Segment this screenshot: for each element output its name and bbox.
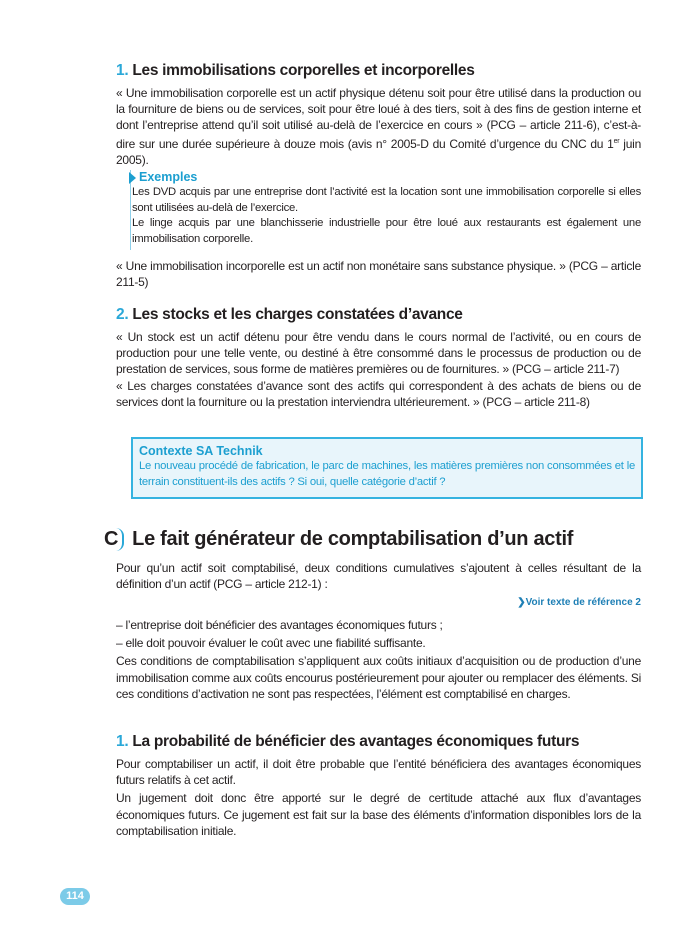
paragraph: Ces conditions de comptabilisation s’appliquent aux coûts initiaux d’acquisition ou de production d’une immobilisation comme aux coûts encourus postérieurement pour ajouter ou remplacer des éléments. Si ces conditions d’activation ne sont pas respectées, l’élément est comptabilisé en charges. (116, 654, 641, 701)
section-stocks (116, 306, 641, 410)
text: « Une immobilisation corporelle est un actif physique détenu soit pour être utilisé dans la production ou la fourniture de biens ou de services, soit pour être loué à des tiers, soit à des fins de gestion interne et dont l’entreprise attend qu’il soit utilisé au-delà de l’exercice en cours » (PCG – article 211-6), c’est-à-dire sur une durée supérieure à douze mois (avis n° 2005-D du Comité d’urgence du CNC du 1 (116, 86, 641, 151)
paragraph: Un jugement doit donc être apporté sur le degré de certitude attaché aux flux d’avantages économiques futurs. Ce jugement est fait sur la base des éléments d’information disponibles lors de la comptabilisation initiale. (116, 791, 641, 838)
context-text: Le nouveau procédé de fabrication, le parc de machines, les matières premières non consommées et le terrain constituent-ils des actifs ? Si oui, quelle catégorie d’actif ? (139, 460, 635, 488)
examples-block (132, 170, 641, 248)
paragraph: « Les charges constatées d’avance sont des actifs qui correspondent à des achats de biens ou de services dont la fourniture ou la prestation interviendra ultérieurement. » (PCG – article 211-8) (116, 378, 641, 409)
context-box (131, 437, 643, 499)
heading-number: 1. (116, 62, 129, 79)
examples-title: Exemples (139, 170, 198, 184)
paragraph: Pour qu’un actif soit comptabilisé, deux conditions cumulatives s’ajoutent à celles résultant de la définition d’un actif (PCG – article 212-1) : (116, 561, 641, 592)
list-item: – l’entreprise doit bénéficier des avantages économiques futurs ; (116, 618, 443, 632)
paragraph: « Une immobilisation incorporelle est un actif non monétaire sans substance physique. » (PCG – article 211-5) (116, 259, 641, 290)
context-title: Contexte SA Technik (139, 444, 263, 458)
heading-text: Les immobilisations corporelles et incorporelles (132, 62, 475, 79)
paragraph (116, 85, 641, 168)
heading-text: Les stocks et les charges constatées d’avance (132, 306, 463, 323)
paragraph: « Un stock est un actif détenu pour être vendu dans le cours normal de l’activité, ou en cours de production pour une telle vente, ou destiné à être consommé dans le processus de production ou de prestation de services, sous forme de matières premières ou de fournitures. » (PCG – article 211-7) (116, 330, 641, 377)
triangle-icon (129, 172, 136, 184)
reference-link[interactable]: ❯Voir texte de référence 2 (517, 597, 641, 608)
section-probabilite (116, 733, 641, 839)
section-immobilisations (116, 62, 641, 168)
list-item: – elle doit pouvoir évaluer le coût avec une fiabilité suffisante. (116, 636, 426, 651)
heading-number: 1. (116, 733, 129, 750)
section-heading (116, 62, 641, 80)
heading-number: 2. (116, 306, 129, 323)
heading-text: Le fait générateur de comptabilisation d’un actif (132, 528, 574, 550)
text: juin 2005). (116, 136, 641, 167)
example-item: Les DVD acquis par une entreprise dont l’activité est la location sont une immobilisation corporelle si elles sont utilisées au-delà de l’exercice. (132, 186, 641, 214)
paragraph: Pour comptabiliser un actif, il doit être probable que l’entité bénéficiera des avantages économiques futurs relatifs à cet actif. (116, 757, 641, 788)
chapter-heading (104, 528, 629, 551)
example-item: Le linge acquis par une blanchisserie industrielle pour être loué aux restaurants est également une immobilisation corporelle. (132, 217, 641, 246)
section-heading (116, 733, 641, 751)
section-heading (116, 306, 641, 324)
heading-text: La probabilité de bénéficier des avantages économiques futurs (132, 733, 580, 750)
page-number: 114 (60, 888, 90, 905)
superscript: er (613, 137, 620, 145)
section-letter: C (104, 528, 124, 551)
